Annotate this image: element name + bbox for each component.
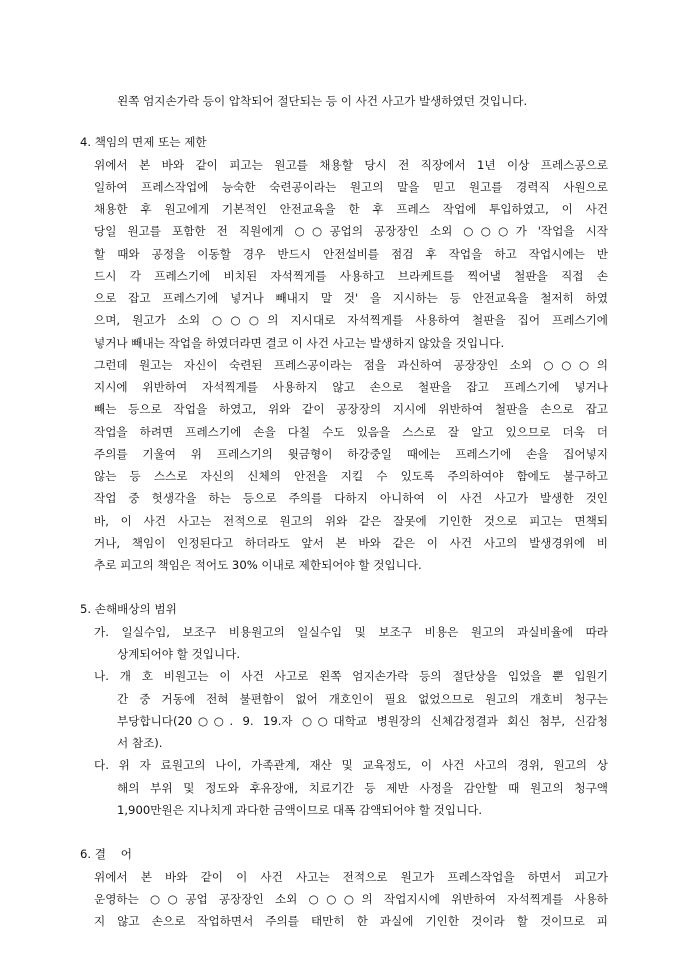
paragraph-line: 넣거나 빼내는 작업을 하였더라면 결코 이 사건 사고는 발생하지 않았을 것입니다. (94, 336, 505, 350)
list-item-line: 다. 위 자 료원고의 나이, 가족관계, 재산 및 교육정도, 이 사건 사고의 경위, 원고의 상 (94, 758, 608, 772)
paragraph-line: 지시에 위반하여 자석찍게를 사용하지 않고 손으로 철판을 잡고 프레스기에 넣거나 (94, 380, 608, 394)
paragraph-line: 작업을 하려면 프레스기에 손을 다칠 수도 있음을 스스로 잘 알고 있으므로 더욱 더 (94, 425, 608, 439)
paragraph-line: 거나, 책임이 인정된다고 하더라도 앞서 본 바와 같은 이 사건 사고의 발생경위에 비 (94, 536, 608, 550)
section-6-heading: 6. 결 어 (80, 847, 132, 861)
paragraph-line: 으로 잡고 프레스기에 넣거나 빼내지 말 것' 을 지시하는 등 안전교육을 철저히 하였 (94, 291, 608, 305)
list-item-line: 간 중 거동에 전혀 불편함이 없어 개호인이 필요 없었으므로 원고의 개호비 청구는 (117, 692, 608, 706)
paragraph-line: 할 때와 공정을 이동할 경우 반드시 안전설비를 점검 후 작업을 하고 작업시에는 반 (94, 247, 608, 261)
paragraph-line: 그런데 원고는 자신이 숙련된 프레스공이라는 점을 과신하여 공장장인 소외 ○○○의 (94, 358, 608, 372)
paragraph-line: 위에서 본 바와 같이 이 사건 사고는 전적으로 원고가 프레스작업을 하면서 피고가 (94, 870, 608, 884)
paragraph-line: 으며, 원고가 소외 ○○○의 지시대로 자석찍게를 사용하여 철판을 집어 프레스기에 (94, 313, 608, 327)
paragraph-line: 당일 원고를 포함한 전 직원에게 ○○공업의 공장장인 소외 ○○○가 '작업을 시작 (94, 224, 608, 238)
paragraph-line: 채용한 후 원고에게 기본적인 안전교육을 한 후 프레스 작업에 투입하였고, 이 사건 (94, 202, 608, 216)
section-5-heading: 5. 손해배상의 범위 (80, 602, 177, 616)
paragraph-line: 않는 등 스스로 자신의 신체의 안전을 지킬 수 있도록 주의하여야 함에도 불구하고 (94, 469, 608, 483)
paragraph-line: 빼는 등으로 작업을 하였고, 위와 같이 공장장의 지시에 위반하여 철판을 손으로 잡고 (94, 402, 608, 416)
paragraph-line: 작업 중 헛생각을 하는 등으로 주의를 다하지 아니하여 이 사건 사고가 발생한 것인 (94, 491, 608, 505)
paragraph-line: 일하여 프레스작업에 능숙한 숙련공이라는 원고의 말을 믿고 원고를 경력직 사원으로 (94, 180, 608, 194)
list-item-line: 가. 일실수입, 보조구 비용원고의 일실수입 및 보조구 비용은 원고의 과실비율에 따라 (94, 625, 608, 639)
list-item-line: 부당합니다(20○○. 9. 19.자 ○○대학교 병원장의 신체감정결과 회신 첨부, 신감청 (117, 714, 608, 728)
list-item-line: 서 참조). (117, 736, 163, 750)
list-item-line: 해의 부위 및 정도와 후유장애, 치료기간 등 제반 사정을 감안할 때 원고의 청구액 (117, 781, 608, 795)
list-item-line: 1,900만원은 지나치게 과다한 금액이므로 대폭 감액되어야 할 것입니다. (117, 803, 483, 817)
paragraph-line: 바, 이 사건 사고는 전적으로 원고의 위와 같은 잘못에 기인한 것으로 피고는 면책되 (94, 514, 608, 528)
paragraph-line: 위에서 본 바와 같이 피고는 원고를 채용할 당시 전 직장에서 1년 이상 프레스공으로 (94, 158, 608, 172)
list-item-line: 나. 개 호 비원고는 이 사건 사고로 왼쪽 엄지손가락 등의 절단상을 입었을 뿐 입원기 (94, 669, 608, 683)
paragraph-line: 추로 피고의 책임은 적어도 30% 이내로 제한되어야 할 것입니다. (94, 558, 422, 572)
list-item-line: 상계되어야 할 것입니다. (117, 647, 241, 661)
section-4-heading: 4. 책임의 면제 또는 제한 (80, 135, 207, 149)
paragraph-line: 드시 각 프레스기에 비치된 자석찍게를 사용하고 브라케트를 찍어낼 철판을 직접 손 (94, 269, 608, 283)
paragraph-line: 운영하는 ○○공업 공장장인 소외 ○○○의 작업지시에 위반하여 자석찍게를 사용하 (94, 892, 608, 906)
paragraph-line: 지 않고 손으로 작업하면서 주의를 태만히 한 과실에 기인한 것이라 할 것이므로 피 (94, 914, 608, 928)
paragraph-line: 주의를 기울여 위 프레스기의 윗금형이 하강중일 때에는 프레스기에 손을 집어넣지 (94, 447, 608, 461)
intro-line: 왼쪽 엄지손가락 등이 압착되어 절단되는 등 이 사건 사고가 발생하였던 것입니다. (117, 94, 528, 108)
